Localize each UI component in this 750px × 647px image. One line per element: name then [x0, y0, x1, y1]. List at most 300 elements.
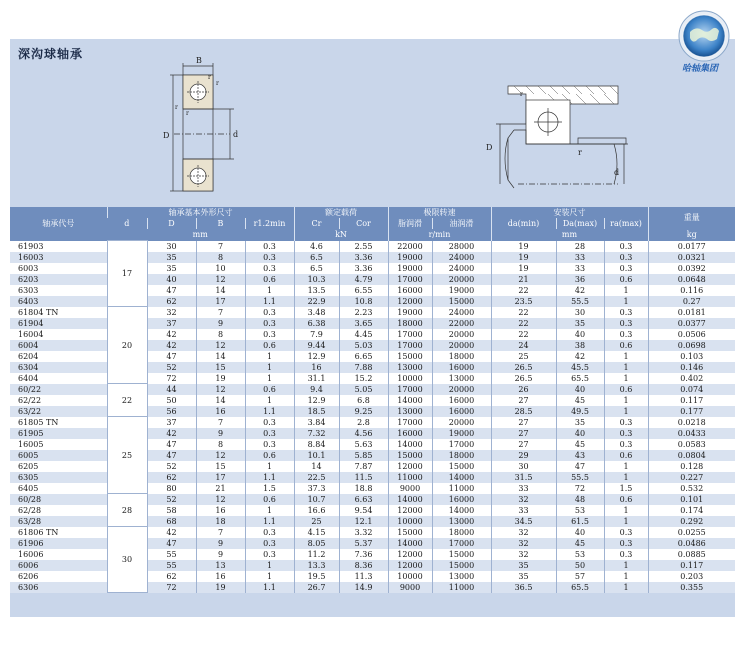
- table-cell: 60/22: [10, 384, 107, 395]
- table-cell: 0.3: [604, 527, 648, 538]
- table-cell: 32: [491, 527, 556, 538]
- table-cell: 6005: [10, 450, 107, 461]
- table-cell: 12000: [388, 505, 432, 516]
- table-cell: 10.7: [294, 494, 339, 505]
- table-cell: 0.6: [604, 274, 648, 285]
- table-cell: 52: [147, 362, 196, 373]
- table-cell: 0.103: [648, 351, 735, 362]
- col-header-Da: Da(max): [556, 218, 604, 229]
- col-header-B: B: [196, 218, 245, 229]
- table-cell: 0.3: [604, 263, 648, 274]
- table-cell: 1: [245, 351, 294, 362]
- table-cell: 7: [196, 417, 245, 428]
- table-cell: 14000: [388, 494, 432, 505]
- globe-logo-icon: [678, 10, 730, 62]
- table-cell: 61905: [10, 428, 107, 439]
- table-cell: 62/22: [10, 395, 107, 406]
- table-cell: 14000: [432, 472, 491, 483]
- table-cell: 16003: [10, 252, 107, 263]
- table-cell: 33: [491, 505, 556, 516]
- bore-diameter-cell: 22: [107, 384, 147, 417]
- table-cell: 1: [245, 395, 294, 406]
- table-cell: 61904: [10, 318, 107, 329]
- table-cell: 0.6: [604, 340, 648, 351]
- table-cell: 18.8: [339, 483, 388, 494]
- table-cell: 20000: [432, 340, 491, 351]
- table-cell: 0.0486: [648, 538, 735, 549]
- table-cell: 1: [245, 362, 294, 373]
- table-cell: 6304: [10, 362, 107, 373]
- table-cell: 16005: [10, 439, 107, 450]
- unit-rmin: r/min: [388, 229, 491, 241]
- table-cell: 19000: [388, 263, 432, 274]
- table-cell: 2.8: [339, 417, 388, 428]
- table-cell: 5.85: [339, 450, 388, 461]
- table-cell: 0.3: [604, 307, 648, 318]
- table-cell: 1.1: [245, 406, 294, 417]
- col-header-weight: 重量: [648, 207, 735, 229]
- table-cell: 72: [556, 483, 604, 494]
- table-cell: 18000: [432, 351, 491, 362]
- table-cell: 8.36: [339, 560, 388, 571]
- table-cell: 12000: [388, 549, 432, 560]
- table-cell: 6206: [10, 571, 107, 582]
- table-cell: 0.203: [648, 571, 735, 582]
- table-cell: 24000: [432, 252, 491, 263]
- table-cell: 10.3: [294, 274, 339, 285]
- table-cell: 20000: [432, 384, 491, 395]
- table-cell: 16000: [432, 494, 491, 505]
- table-cell: 43: [556, 450, 604, 461]
- table-cell: 0.3: [245, 439, 294, 450]
- table-cell: 45: [556, 395, 604, 406]
- table-cell: 15000: [432, 296, 491, 307]
- table-cell: 20000: [432, 417, 491, 428]
- table-cell: 16004: [10, 329, 107, 340]
- table-cell: 0.0181: [648, 307, 735, 318]
- col-header-da: da(min): [491, 218, 556, 229]
- table-cell: 16: [294, 362, 339, 373]
- table-cell: 0.074: [648, 384, 735, 395]
- table-cell: 48: [556, 494, 604, 505]
- table-cell: 35: [491, 571, 556, 582]
- table-row: [10, 307, 735, 318]
- table-cell: 11.3: [339, 571, 388, 582]
- table-cell: 9: [196, 318, 245, 329]
- col-header-D: D: [147, 218, 196, 229]
- table-cell: 22.9: [294, 296, 339, 307]
- table-cell: 31.1: [294, 373, 339, 384]
- table-cell: 5.63: [339, 439, 388, 450]
- table-cell: 0.0255: [648, 527, 735, 538]
- table-cell: 52: [147, 461, 196, 472]
- table-cell: 19: [491, 241, 556, 252]
- table-cell: 16.6: [294, 505, 339, 516]
- table-cell: 35: [556, 318, 604, 329]
- table-cell: 62: [147, 472, 196, 483]
- table-cell: 42: [147, 527, 196, 538]
- table-cell: 53: [556, 505, 604, 516]
- table-cell: 9000: [388, 582, 432, 593]
- col-header-dims: 轴承基本外形尺寸: [107, 207, 294, 218]
- table-cell: 0.177: [648, 406, 735, 417]
- table-cell: 18.5: [294, 406, 339, 417]
- table-cell: 4.6: [294, 241, 339, 252]
- table-cell: 38: [556, 340, 604, 351]
- table-cell: 16000: [388, 428, 432, 439]
- table-cell: 62: [147, 296, 196, 307]
- bore-diameter-cell: 17: [107, 241, 147, 307]
- table-cell: 2.23: [339, 307, 388, 318]
- table-cell: 72: [147, 373, 196, 384]
- table-cell: 42: [147, 428, 196, 439]
- table-cell: 15.2: [339, 373, 388, 384]
- table-cell: 45: [556, 439, 604, 450]
- table-cell: 13000: [432, 373, 491, 384]
- table-cell: 17000: [388, 384, 432, 395]
- table-cell: 17000: [388, 340, 432, 351]
- table-cell: 6303: [10, 285, 107, 296]
- table-cell: 25: [491, 351, 556, 362]
- table-cell: 0.101: [648, 494, 735, 505]
- col-header-code: 轴承代号: [10, 207, 107, 241]
- table-cell: 34.5: [491, 516, 556, 527]
- table-cell: 6204: [10, 351, 107, 362]
- table-cell: 17000: [432, 439, 491, 450]
- table-cell: 0.0433: [648, 428, 735, 439]
- table-cell: 1.1: [245, 472, 294, 483]
- table-cell: 11000: [432, 582, 491, 593]
- table-cell: 10.8: [339, 296, 388, 307]
- table-cell: 12000: [388, 560, 432, 571]
- table-cell: 1: [604, 351, 648, 362]
- table-cell: 14: [196, 351, 245, 362]
- table-cell: 3.65: [339, 318, 388, 329]
- table-cell: 19: [196, 373, 245, 384]
- table-cell: 1: [604, 461, 648, 472]
- table-cell: 9.25: [339, 406, 388, 417]
- table-cell: 0.3: [245, 417, 294, 428]
- table-cell: 30: [491, 461, 556, 472]
- table-cell: 14000: [388, 538, 432, 549]
- table-cell: 1: [604, 285, 648, 296]
- table-cell: 3.36: [339, 252, 388, 263]
- table-cell: 12: [196, 450, 245, 461]
- table-cell: 9: [196, 428, 245, 439]
- table-cell: 13.5: [294, 285, 339, 296]
- table-cell: 35: [147, 252, 196, 263]
- table-cell: 36: [556, 274, 604, 285]
- table-cell: 0.355: [648, 582, 735, 593]
- table-cell: 45: [556, 538, 604, 549]
- table-cell: 7.32: [294, 428, 339, 439]
- table-cell: 17000: [388, 417, 432, 428]
- table-cell: 5.37: [339, 538, 388, 549]
- table-cell: 22000: [432, 318, 491, 329]
- table-cell: 19000: [388, 307, 432, 318]
- table-cell: 47: [147, 450, 196, 461]
- table-cell: 15000: [388, 351, 432, 362]
- table-cell: 37: [147, 318, 196, 329]
- table-cell: 1: [245, 560, 294, 571]
- table-cell: 12.9: [294, 351, 339, 362]
- table-cell: 12.1: [339, 516, 388, 527]
- table-cell: 14: [294, 461, 339, 472]
- table-cell: 50: [147, 395, 196, 406]
- table-cell: 13: [196, 560, 245, 571]
- table-cell: 24000: [432, 307, 491, 318]
- unit-kg: kg: [648, 229, 735, 241]
- table-cell: 6003: [10, 263, 107, 274]
- table-cell: 16000: [432, 395, 491, 406]
- table-cell: 18000: [432, 527, 491, 538]
- table-cell: 0.0583: [648, 439, 735, 450]
- table-cell: 35: [491, 560, 556, 571]
- table-cell: 27: [491, 395, 556, 406]
- table-cell: 26.5: [491, 373, 556, 384]
- table-cell: 52: [147, 494, 196, 505]
- page-title: 深沟球轴承: [18, 47, 84, 61]
- svg-text:d: d: [614, 168, 620, 177]
- table-cell: 4.45: [339, 329, 388, 340]
- table-cell: 6006: [10, 560, 107, 571]
- table-cell: 80: [147, 483, 196, 494]
- table-cell: 14: [196, 285, 245, 296]
- table-cell: 68: [147, 516, 196, 527]
- table-cell: 0.3: [604, 538, 648, 549]
- table-cell: 0.117: [648, 560, 735, 571]
- table-cell: 6306: [10, 582, 107, 593]
- table-cell: 4.79: [339, 274, 388, 285]
- table-cell: 6.5: [294, 263, 339, 274]
- table-cell: 25: [294, 516, 339, 527]
- table-cell: 0.0506: [648, 329, 735, 340]
- table-cell: 15000: [432, 549, 491, 560]
- table-cell: 0.3: [604, 318, 648, 329]
- table-cell: 10000: [388, 373, 432, 384]
- table-cell: 19000: [432, 428, 491, 439]
- table-cell: 11.5: [339, 472, 388, 483]
- table-cell: 6.38: [294, 318, 339, 329]
- table-cell: 55.5: [556, 472, 604, 483]
- table-cell: 0.3: [245, 307, 294, 318]
- table-cell: 44: [147, 384, 196, 395]
- table-cell: 7: [196, 241, 245, 252]
- table-cell: 19: [196, 582, 245, 593]
- table-cell: 0.3: [604, 417, 648, 428]
- table-cell: 1.1: [245, 516, 294, 527]
- table-cell: 37: [147, 417, 196, 428]
- table-cell: 16: [196, 571, 245, 582]
- svg-text:r: r: [186, 110, 189, 117]
- table-cell: 1.1: [245, 582, 294, 593]
- col-header-ra: ra(max): [604, 218, 648, 229]
- table-cell: 62/28: [10, 505, 107, 516]
- table-cell: 0.0698: [648, 340, 735, 351]
- table-cell: 61804 TN: [10, 307, 107, 318]
- table-cell: 0.0885: [648, 549, 735, 560]
- table-cell: 0.0804: [648, 450, 735, 461]
- table-cell: 11000: [432, 483, 491, 494]
- table-cell: 6205: [10, 461, 107, 472]
- table-cell: 0.174: [648, 505, 735, 516]
- table-cell: 9.4: [294, 384, 339, 395]
- table-cell: 10000: [388, 571, 432, 582]
- table-cell: 8.84: [294, 439, 339, 450]
- table-cell: 0.3: [245, 318, 294, 329]
- table-cell: 12: [196, 494, 245, 505]
- table-cell: 0.3: [245, 329, 294, 340]
- table-cell: 1: [604, 296, 648, 307]
- table-cell: 47: [147, 538, 196, 549]
- table-cell: 0.6: [245, 340, 294, 351]
- table-cell: 18: [196, 516, 245, 527]
- table-cell: 28: [556, 241, 604, 252]
- table-cell: 0.128: [648, 461, 735, 472]
- bearing-spec-table: [10, 207, 735, 593]
- table-cell: 12: [196, 340, 245, 351]
- table-cell: 40: [556, 428, 604, 439]
- table-cell: 28.5: [491, 406, 556, 417]
- table-cell: 27: [491, 439, 556, 450]
- table-cell: 0.27: [648, 296, 735, 307]
- table-body: [10, 241, 735, 593]
- table-cell: 19.5: [294, 571, 339, 582]
- table-cell: 17000: [388, 329, 432, 340]
- col-header-install: 安装尺寸: [491, 207, 648, 218]
- table-cell: 65.5: [556, 373, 604, 384]
- table-cell: 1: [245, 285, 294, 296]
- table-cell: 17: [196, 472, 245, 483]
- table-cell: 40: [147, 274, 196, 285]
- table-cell: 22: [491, 307, 556, 318]
- table-cell: 16006: [10, 549, 107, 560]
- table-cell: 1: [604, 516, 648, 527]
- table-cell: 42: [147, 329, 196, 340]
- table-cell: 61805 TN: [10, 417, 107, 428]
- table-cell: 14000: [432, 505, 491, 516]
- table-cell: 42: [556, 351, 604, 362]
- table-cell: 65.5: [556, 582, 604, 593]
- table-cell: 7.87: [339, 461, 388, 472]
- table-cell: 3.36: [339, 263, 388, 274]
- table-cell: 0.3: [604, 241, 648, 252]
- table-cell: 63/28: [10, 516, 107, 527]
- table-cell: 6004: [10, 340, 107, 351]
- table-cell: 11000: [388, 472, 432, 483]
- table-row: [10, 241, 735, 252]
- table-cell: 61.5: [556, 516, 604, 527]
- table-cell: 33: [491, 483, 556, 494]
- table-cell: 22: [491, 329, 556, 340]
- table-cell: 9.44: [294, 340, 339, 351]
- table-cell: 0.117: [648, 395, 735, 406]
- table-cell: 3.32: [339, 527, 388, 538]
- table-cell: 5.05: [339, 384, 388, 395]
- table-cell: 47: [147, 439, 196, 450]
- col-header-r: r1.2min: [245, 218, 294, 229]
- table-cell: 4.56: [339, 428, 388, 439]
- bore-diameter-cell: 20: [107, 307, 147, 384]
- table-cell: 0.116: [648, 285, 735, 296]
- table-cell: 32: [491, 549, 556, 560]
- table-cell: 8.05: [294, 538, 339, 549]
- table-cell: 26.7: [294, 582, 339, 593]
- table-cell: 7: [196, 307, 245, 318]
- table-cell: 0.3: [245, 263, 294, 274]
- table-cell: 22: [491, 285, 556, 296]
- table-cell: 24000: [432, 263, 491, 274]
- table-cell: 11.2: [294, 549, 339, 560]
- table-cell: 32: [491, 494, 556, 505]
- table-cell: 10.1: [294, 450, 339, 461]
- table-cell: 1: [245, 373, 294, 384]
- table-cell: 40: [556, 329, 604, 340]
- table-cell: 6305: [10, 472, 107, 483]
- table-cell: 13000: [432, 571, 491, 582]
- table-cell: 22000: [388, 241, 432, 252]
- table-cell: 15000: [388, 527, 432, 538]
- unit-mm: mm: [107, 229, 294, 241]
- table-cell: 12000: [388, 296, 432, 307]
- table-cell: 13000: [432, 516, 491, 527]
- col-header-load: 额定载荷: [294, 207, 388, 218]
- col-header-d: d: [107, 218, 147, 229]
- table-cell: 4.15: [294, 527, 339, 538]
- table-cell: 0.0392: [648, 263, 735, 274]
- table-cell: 6203: [10, 274, 107, 285]
- table-cell: 72: [147, 582, 196, 593]
- svg-text:B: B: [196, 56, 202, 65]
- table-row: [10, 494, 735, 505]
- table-cell: 16000: [388, 285, 432, 296]
- table-cell: 36.5: [491, 582, 556, 593]
- table-cell: 0.3: [604, 549, 648, 560]
- table-cell: 2.55: [339, 241, 388, 252]
- table-cell: 0.6: [604, 384, 648, 395]
- table-cell: 61806 TN: [10, 527, 107, 538]
- table-cell: 27: [491, 428, 556, 439]
- table-cell: 6.65: [339, 351, 388, 362]
- table-cell: 9000: [388, 483, 432, 494]
- table-cell: 1: [604, 472, 648, 483]
- table-cell: 60/28: [10, 494, 107, 505]
- table-cell: 3.84: [294, 417, 339, 428]
- table-cell: 0.402: [648, 373, 735, 384]
- table-cell: 1.5: [245, 483, 294, 494]
- table-cell: 33: [556, 252, 604, 263]
- table-cell: 0.6: [245, 450, 294, 461]
- svg-text:D: D: [163, 131, 170, 140]
- table-cell: 1.1: [245, 296, 294, 307]
- table-cell: 6405: [10, 483, 107, 494]
- table-cell: 19000: [432, 285, 491, 296]
- table-cell: 6.5: [294, 252, 339, 263]
- table-cell: 28000: [432, 241, 491, 252]
- table-cell: 19: [491, 252, 556, 263]
- table-cell: 55: [147, 549, 196, 560]
- table-cell: 0.3: [604, 252, 648, 263]
- table-cell: 1: [604, 571, 648, 582]
- table-cell: 13.3: [294, 560, 339, 571]
- svg-text:r: r: [216, 80, 219, 87]
- brand-name: 哈轴集团: [682, 64, 719, 74]
- table-cell: 56: [147, 406, 196, 417]
- table-cell: 1: [245, 571, 294, 582]
- table-cell: 31.5: [491, 472, 556, 483]
- table-cell: 5.03: [339, 340, 388, 351]
- table-cell: 0.0321: [648, 252, 735, 263]
